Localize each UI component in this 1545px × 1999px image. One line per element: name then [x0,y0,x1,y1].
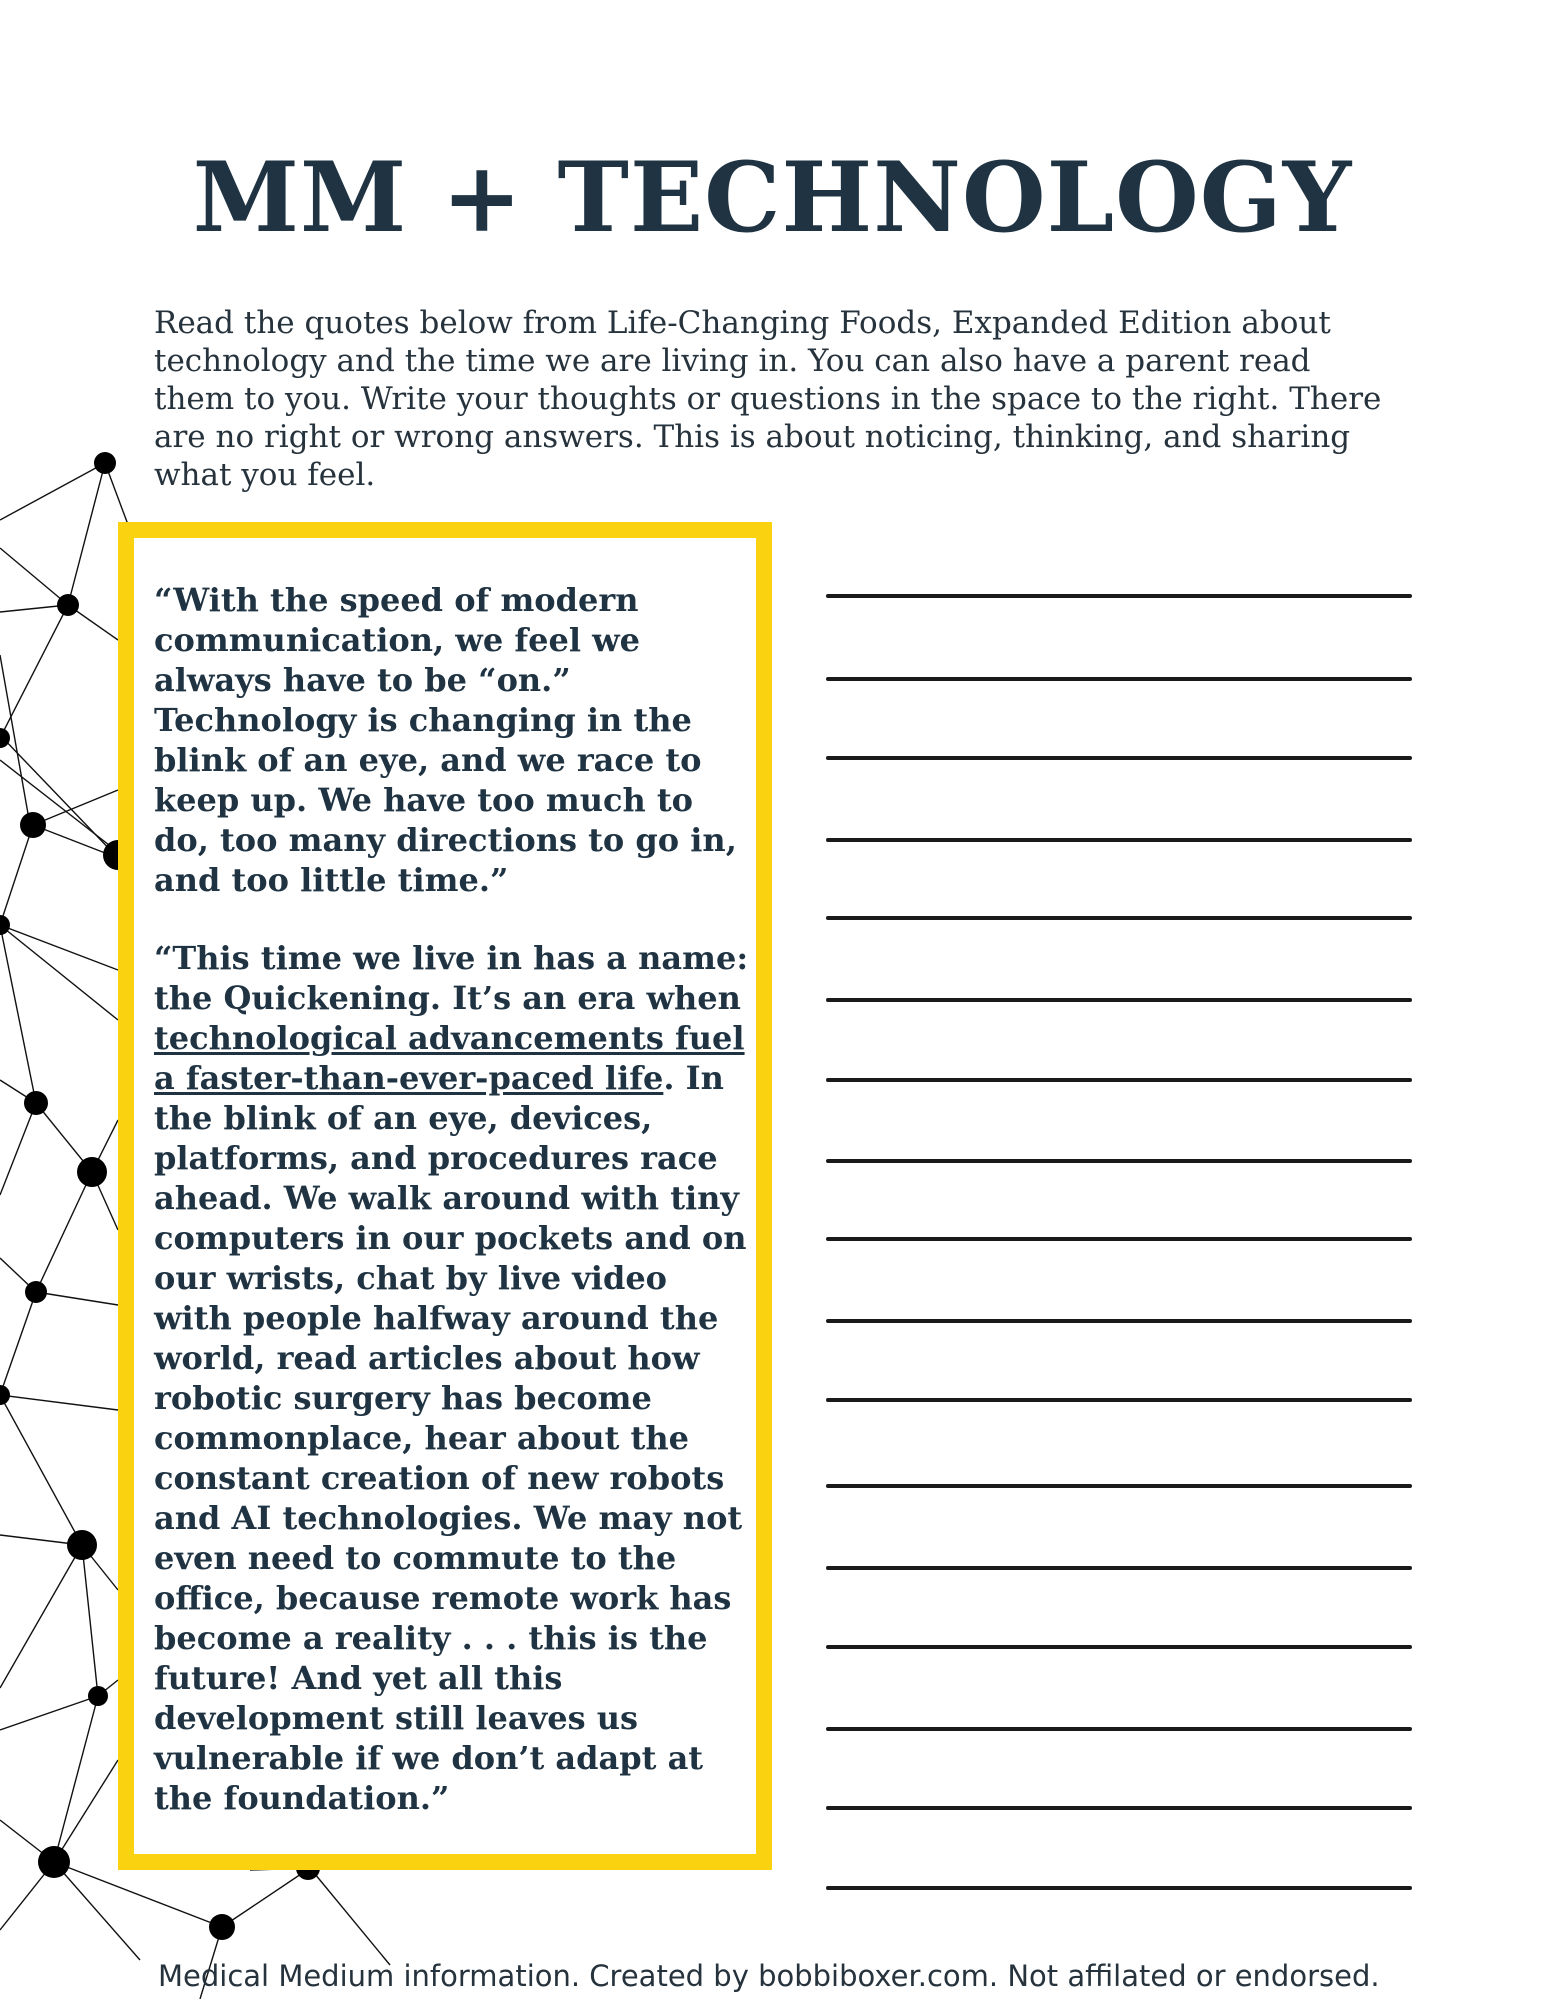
intro-text: Read the quotes below from Life-Changing Foods, Expanded Edition about technology and the time we are living in. You can also have a parent read them to you. Write your thoughts or questions in the space to the right. There are no right or wrong answers. This is about noticing, thinking, and sharing what you feel. [154,305,1382,493]
writing-line-10[interactable] [826,1319,1412,1323]
quote-2 [154,938,754,1818]
writing-line-4[interactable] [826,838,1412,842]
writing-line-6[interactable] [826,998,1412,1002]
writing-line-2[interactable] [826,677,1412,681]
quote-1: “With the speed of modern communication, we feel we always have to be “on.” Technology is changing in the blink of an eye, and we race to keep up. We have too much to do, too many directions to go in, and too little time.” [154,581,737,899]
writing-line-9[interactable] [826,1237,1412,1241]
quote-2-underlined: technological advancements fuel a faster-than-ever-paced life [154,1019,745,1097]
footer-credit: Medical Medium information. Created by bobbiboxer.com. Not affilated or endorsed. [158,1959,1380,1993]
writing-line-7[interactable] [826,1078,1412,1082]
writing-line-15[interactable] [826,1727,1412,1731]
writing-line-8[interactable] [826,1159,1412,1163]
writing-line-13[interactable] [826,1566,1412,1570]
writing-lines [826,0,1412,1999]
quote-2-start: “This time we live in has a name: the Quickening. It’s an era when [154,939,749,1017]
quote-2-end: . In the blink of an eye, devices, platforms, and procedures race ahead. We walk around with tiny computers in our pockets and on our wrists, chat by live video with people halfway around the world, read articles about how robotic surgery has become commonplace, hear about the constant creation of new robots and AI technologies. We may not even need to commute to the office, because remote work has become a reality . . . this is the future! And yet all this development still leaves us vulnerable if we don’t adapt at the foundation.” [154,1059,747,1817]
writing-line-11[interactable] [826,1398,1412,1402]
page-title: MM + TECHNOLOGY [192,141,1353,254]
writing-line-1[interactable] [826,594,1412,598]
writing-line-5[interactable] [826,916,1412,920]
writing-line-16[interactable] [826,1806,1412,1810]
writing-line-17[interactable] [826,1886,1412,1890]
writing-line-14[interactable] [826,1645,1412,1649]
writing-line-12[interactable] [826,1484,1412,1488]
writing-line-3[interactable] [826,756,1412,760]
